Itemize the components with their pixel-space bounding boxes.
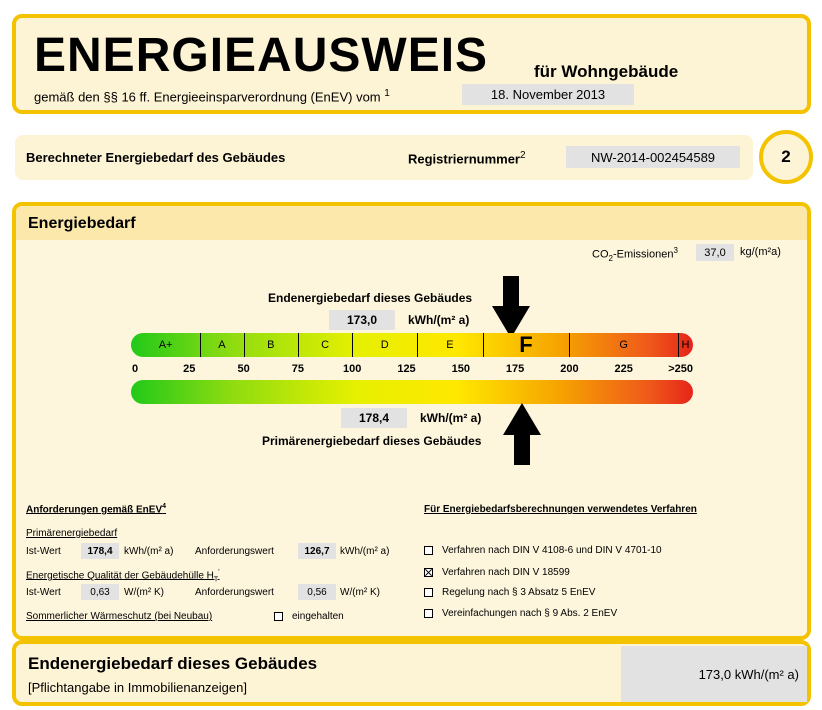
co2-label xyxy=(592,246,678,263)
co2-footnote: 3 xyxy=(673,246,678,255)
footer-title: Endenergiebedarf dieses Gebäudes xyxy=(28,654,318,673)
footer-value: 173,0 kWh/(m² a) xyxy=(698,666,799,682)
method-label-1: Verfahren nach DIN V 4108-6 und DIN V 4701-10 xyxy=(442,545,662,556)
legal-footnote: 1 xyxy=(384,88,390,99)
ist-value: 178,4 xyxy=(81,543,119,559)
end-energy-unit: kWh/(m² a) xyxy=(408,313,470,327)
energy-class-b: B xyxy=(267,339,275,351)
class-separator xyxy=(244,333,245,357)
method-label-3: Regelung nach § 3 Absatz 5 EnEV xyxy=(442,587,596,598)
page-number: 2 xyxy=(781,147,791,166)
requirement2-value-unit: W/(m² K) xyxy=(340,587,380,598)
primary-energy-unit: kWh/(m² a) xyxy=(420,411,482,425)
primary-energy-heading: Primärenergiebedarf xyxy=(26,528,118,539)
co2-value: 37,0 xyxy=(696,244,734,261)
document-subtitle: für Wohngebäude xyxy=(534,62,679,81)
summary-bar xyxy=(15,135,753,180)
method-label-4: Vereinfachungen nach § 9 Abs. 2 EnEV xyxy=(442,608,618,619)
class-separator xyxy=(483,333,484,357)
legal-text: gemäß den §§ 16 ff. Energieeinsparverordnung (EnEV) vom xyxy=(34,89,381,105)
requirements-title-text: Anforderungen gemäß EnEV xyxy=(26,504,163,516)
co2-label-sub: 2 xyxy=(608,253,613,263)
energy-class-a: A xyxy=(218,339,226,351)
end-energy-arrow-icon xyxy=(492,276,530,338)
class-separator xyxy=(569,333,570,357)
envelope-quality-text: Energetische Qualität der Gebäudehülle H xyxy=(26,570,214,582)
summer-protection-check-label: eingehalten xyxy=(292,611,344,622)
requirement-value-unit: kWh/(m² a) xyxy=(340,546,390,557)
issue-date: 18. November 2013 xyxy=(462,84,634,105)
summer-protection-checkbox[interactable] xyxy=(274,612,283,621)
scale-tick-label: 25 xyxy=(183,363,196,375)
primary-energy-label: Primärenergiebedarf dieses Gebäudes xyxy=(262,434,482,448)
requirement-value: 126,7 xyxy=(298,543,336,559)
summer-protection-heading: Sommerlicher Wärmeschutz (bei Neubau) xyxy=(26,611,213,622)
requirements-footnote: 4 xyxy=(162,503,167,510)
scale-tick-label: 200 xyxy=(560,363,579,375)
requirements-title xyxy=(26,503,166,515)
co2-label-co: CO xyxy=(592,248,609,261)
energy-class-a-plus: A+ xyxy=(158,339,173,351)
document-title: ENERGIEAUSWEIS xyxy=(34,29,489,82)
registration-label-text: Registriernummer xyxy=(408,151,520,167)
registration-footnote: 2 xyxy=(519,150,526,161)
envelope-quality-sup: ' xyxy=(218,569,220,576)
primary-energy-scale xyxy=(131,380,693,404)
primary-energy-value: 178,4 xyxy=(341,408,407,428)
registration-label xyxy=(408,150,526,166)
energy-class-h: H xyxy=(681,339,690,351)
ist-value-label: Ist-Wert xyxy=(26,546,61,557)
requirement2-value-label: Anforderungswert xyxy=(195,587,274,598)
ist-value-unit: kWh/(m² a) xyxy=(124,546,174,557)
energy-section-header xyxy=(16,206,807,240)
energy-class-d: D xyxy=(380,339,389,351)
footer-note: [Pflichtangabe in Immobilienanzeigen] xyxy=(28,680,247,695)
co2-label-rest: -Emissionen xyxy=(612,248,674,261)
requirement2-value: 0,56 xyxy=(298,584,336,600)
ist2-value: 0,63 xyxy=(81,584,119,600)
footer-value-box xyxy=(621,646,807,702)
page-number-badge xyxy=(759,130,813,184)
scale-tick-label: 150 xyxy=(451,363,470,375)
footer-box xyxy=(12,640,811,706)
class-separator xyxy=(200,333,201,357)
end-energy-label: Endenergiebedarf dieses Gebäudes xyxy=(268,291,473,305)
class-separator xyxy=(417,333,418,357)
primary-energy-arrow-icon xyxy=(503,403,541,465)
envelope-quality-heading xyxy=(26,569,220,583)
end-energy-value: 173,0 xyxy=(329,310,395,330)
scale-tick-label: 225 xyxy=(614,363,633,375)
method-checkbox-4[interactable] xyxy=(424,609,433,618)
energy-class-f: F xyxy=(519,332,533,357)
energy-class-scale xyxy=(131,333,693,357)
scale-tick-label: 75 xyxy=(291,363,305,375)
scale-tick-label: >250 xyxy=(668,363,693,375)
scale-tick-label: 0 xyxy=(132,363,139,375)
scale-tick-label: 50 xyxy=(237,363,250,375)
class-separator xyxy=(352,333,353,357)
co2-unit: kg/(m²a) xyxy=(740,246,781,258)
scale-tick-label: 125 xyxy=(397,363,416,375)
summary-label: Berechneter Energiebedarf des Gebäudes xyxy=(26,150,286,165)
method-checkbox-1[interactable] xyxy=(424,546,433,555)
envelope-quality-sub: T xyxy=(213,576,219,584)
scale-tick-label: 175 xyxy=(505,363,525,375)
legal-basis xyxy=(34,88,390,104)
scale-tick-label: 100 xyxy=(343,363,362,375)
energy-section-title: Energiebedarf xyxy=(28,215,136,232)
energy-class-c: C xyxy=(321,339,330,351)
requirement-value-label: Anforderungswert xyxy=(195,546,274,557)
registration-number: NW-2014-002454589 xyxy=(566,146,740,168)
energy-class-g: G xyxy=(619,339,628,351)
class-separator xyxy=(298,333,299,357)
class-separator xyxy=(678,333,679,357)
header-box xyxy=(12,14,811,114)
method-label-2: Verfahren nach DIN V 18599 xyxy=(442,567,570,578)
method-checkbox-2[interactable] xyxy=(424,568,433,577)
ist2-value-label: Ist-Wert xyxy=(26,587,61,598)
method-checkbox-3[interactable] xyxy=(424,588,433,597)
energy-class-e: E xyxy=(446,339,454,351)
methods-title: Für Energiebedarfsberechnungen verwendetes Verfahren xyxy=(424,504,697,515)
ist2-value-unit: W/(m² K) xyxy=(124,587,164,598)
